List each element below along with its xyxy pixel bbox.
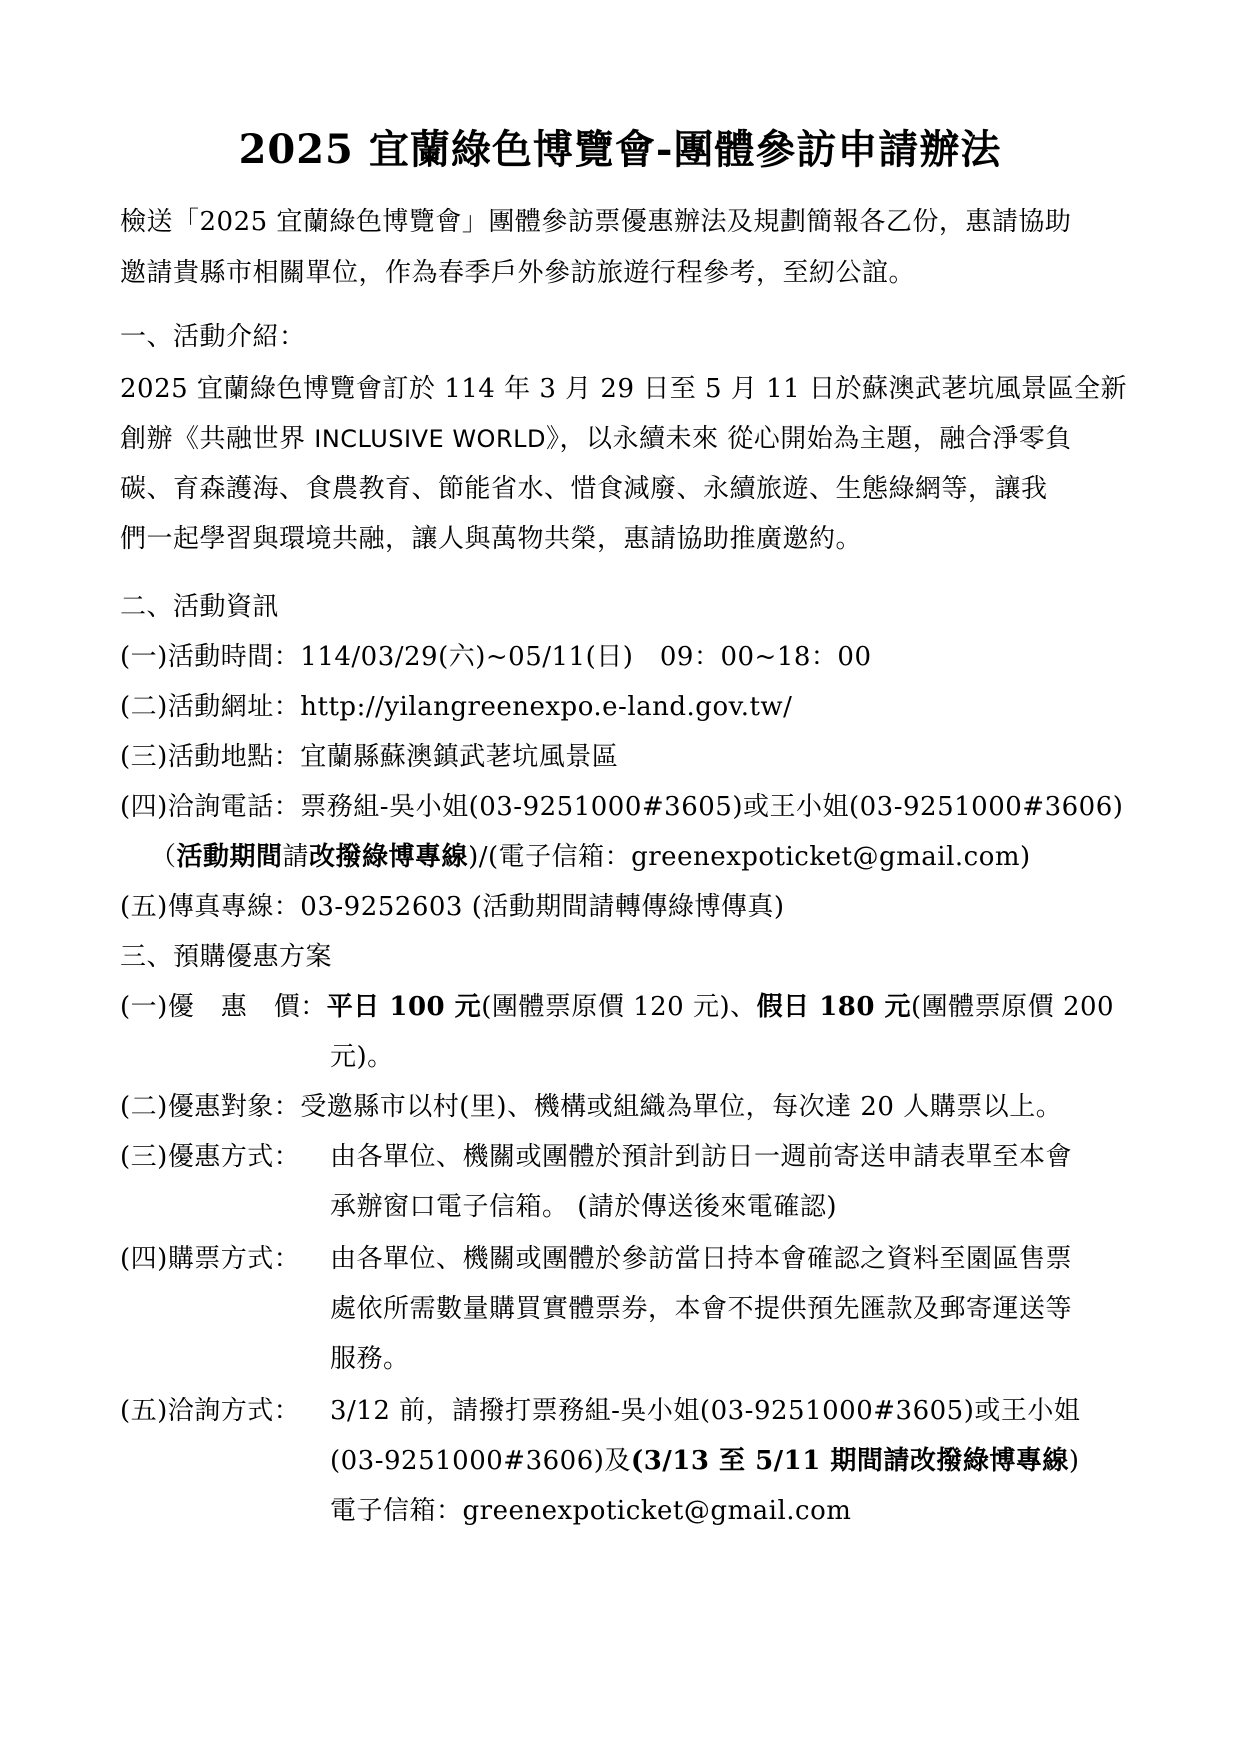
price-end: (團體票原價 200: [911, 992, 1115, 1022]
event-time: (一)活動時間：114/03/29(六)~05/11(日) 09：00~18：00: [120, 642, 872, 672]
phone-note-mid: 請: [282, 842, 310, 872]
section1-line-2-c: 》，以永續未來 從心開始為主題，融合淨零負: [545, 424, 1072, 454]
contact-method-line-1: 3/12 前，請撥打票務組-吳小姐(03-9251000#3605)或王小姐: [330, 1396, 1081, 1426]
contact-line-2-c: ): [1068, 1446, 1080, 1476]
discount-method-label: (三)優惠方式：: [120, 1142, 301, 1172]
event-phone-note: [150, 840, 1031, 874]
purchase-method-line-1: 由各單位、機關或團體於參訪當日持本會確認之資料至園區售票: [330, 1244, 1073, 1274]
contact-email: 電子信箱：greenexpoticket@gmail.com: [330, 1496, 852, 1526]
purchase-method-label: (四)購票方式：: [120, 1244, 301, 1274]
section1-line-3: 碳、育森護海、食農教育、節能省水、惜食減廢、永續旅遊、生態綠網等，讓我: [120, 474, 1048, 504]
discount-method-line-1: 由各單位、機關或團體於預計到訪日一週前寄送申請表單至本會: [330, 1142, 1073, 1172]
contact-line-2-bold: (3/13 至 5/11 期間請改撥綠博專線: [630, 1446, 1069, 1476]
contact-line-2-a: (03-9251000#3606)及: [330, 1446, 631, 1476]
phone-note-open: （: [150, 842, 177, 872]
phone-note-bold-2: 改撥綠博專線: [309, 842, 469, 872]
section2-heading: 二、活動資訊: [120, 592, 280, 622]
purchase-method-line-2: 處依所需數量購買實體票券，本會不提供預先匯款及郵寄運送等: [330, 1294, 1073, 1324]
section1-line-2-a: 創辦《共融世界: [120, 424, 315, 454]
event-phone: (四)洽詢電話：票務組-吳小姐(03-9251000#3605)或王小姐(03-9251000#3606): [120, 792, 1124, 822]
discount-target: (二)優惠對象：受邀縣市以村(里)、機構或組織為單位，每次達 20 人購票以上。: [120, 1092, 1063, 1122]
phone-note-bold-1: 活動期間: [176, 842, 283, 872]
contact-method-label: (五)洽詢方式：: [120, 1396, 301, 1426]
section1-line-4: 們一起學習與環境共融，讓人與萬物共榮，惠請協助推廣邀約。: [120, 524, 863, 554]
event-location: (三)活動地點：宜蘭縣蘇澳鎮武荖坑風景區: [120, 742, 619, 772]
price-line: [120, 990, 1114, 1024]
intro-line-2: 邀請貴縣市相關單位，作為春季戶外參訪旅遊行程參考，至紉公誼。: [120, 258, 916, 288]
section1-line-2: [120, 422, 1072, 456]
intro-line-1: 檢送「2025 宜蘭綠色博覽會」團體參訪票優惠辦法及規劃簡報各乙份，惠請協助: [120, 207, 1072, 237]
section1-line-1: 2025 宜蘭綠色博覽會訂於 114 年 3 月 29 日至 5 月 11 日於蘇澳武荖坑風景區全新: [120, 374, 1127, 404]
event-fax: (五)傳真專線：03-9252603 (活動期間請轉傳綠博傳真): [120, 892, 785, 922]
price-continuation: 元)。: [330, 1042, 394, 1072]
contact-method-line-2: [330, 1444, 1080, 1478]
phone-note-end: )/(電子信箱：greenexpoticket@gmail.com): [468, 842, 1031, 872]
discount-method-line-2: 承辦窗口電子信箱。 (請於傳送後來電確認): [330, 1192, 838, 1222]
section1-heading: 一、活動介紹：: [120, 322, 306, 352]
price-label: (一)優 惠 價：: [120, 992, 327, 1022]
inclusive-world-text: INCLUSIVE WORLD: [314, 425, 546, 453]
price-mid: (團體票原價 120 元)、: [481, 992, 757, 1022]
purchase-method-line-3: 服務。: [330, 1344, 410, 1374]
holiday-price: 假日 180 元: [756, 992, 912, 1022]
weekday-price: 平日 100 元: [326, 992, 482, 1022]
section3-heading: 三、預購優惠方案: [120, 942, 333, 972]
page-title: 2025 宜蘭綠色博覽會-團體參訪申請辦法: [238, 126, 1002, 173]
event-website: (二)活動網址：http://yilangreenexpo.e-land.gov.tw/: [120, 692, 793, 722]
